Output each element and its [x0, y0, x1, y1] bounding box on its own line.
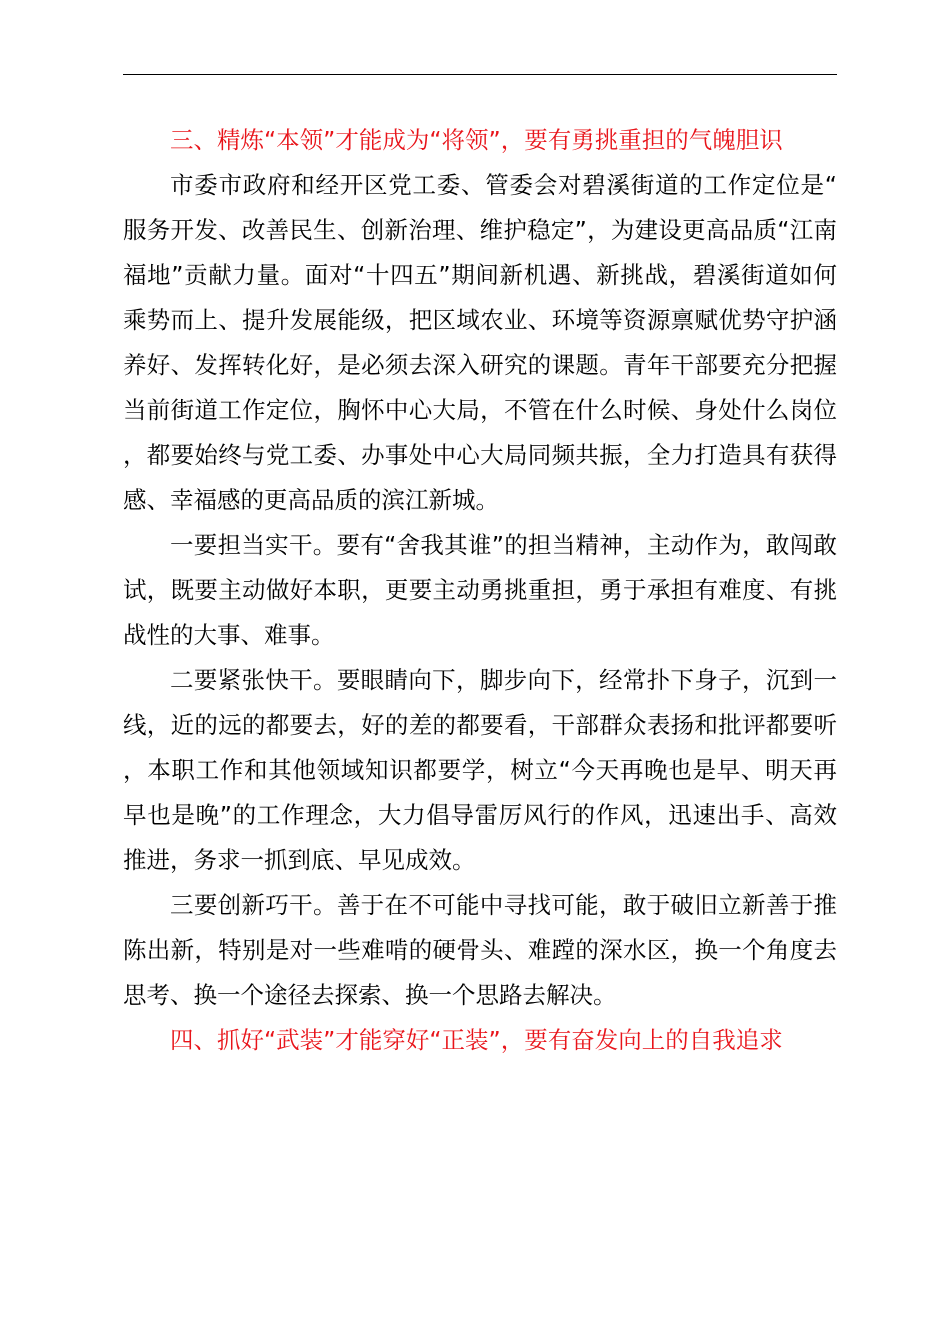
body-paragraph-1: 市委市政府和经开区党工委、管委会对碧溪街道的工作定位是“服务开发、改善民生、创新治理、维护稳定”，为建设更高品质“江南福地”贡献力量。面对“十四五”期间新机遇、新挑战，碧溪街道如何乘势而上、提升发展能级，把区域农业、环境等资源禀赋优势守护涵养好、发挥转化好，是必须去深入研究的课题。青年干部要充分把握当前街道工作定位，胸怀中心大局，不管在什么时候、身处什么岗位，都要始终与党工委、办事处中心大局同频共振，全力打造具有获得感、幸福感的更高品质的滨江新城。 [123, 171, 837, 514]
body-paragraph-4: 三要创新巧干。善于在不可能中寻找可能，敢于破旧立新善于推陈出新，特别是对一些难啃的硬骨头、难蹚的深水区，换一个角度去思考、换一个途径去探索、换一个思路去解决。 [123, 891, 837, 1009]
header-rule [123, 74, 837, 75]
section-heading-4: 四、抓好“武装”才能穿好“正装”，要有奋发向上的自我追求 [170, 1026, 783, 1054]
document-body [123, 118, 837, 1063]
body-paragraph-3: 二要紧张快干。要眼睛向下，脚步向下，经常扑下身子，沉到一线，近的远的都要去，好的差的都要看，干部群众表扬和批评都要听，本职工作和其他领域知识都要学，树立“今天再晚也是早、明天再早也是晚”的工作理念，大力倡导雷厉风行的作风，迅速出手、高效推进，务求一抓到底、早见成效。 [123, 666, 837, 874]
section-heading-3: 三、精炼“本领”才能成为“将领”，要有勇挑重担的气魄胆识 [170, 126, 783, 154]
body-paragraph-2: 一要担当实干。要有“舍我其谁”的担当精神，主动作为，敢闯敢试，既要主动做好本职，更要主动勇挑重担，勇于承担有难度、有挑战性的大事、难事。 [123, 531, 837, 649]
